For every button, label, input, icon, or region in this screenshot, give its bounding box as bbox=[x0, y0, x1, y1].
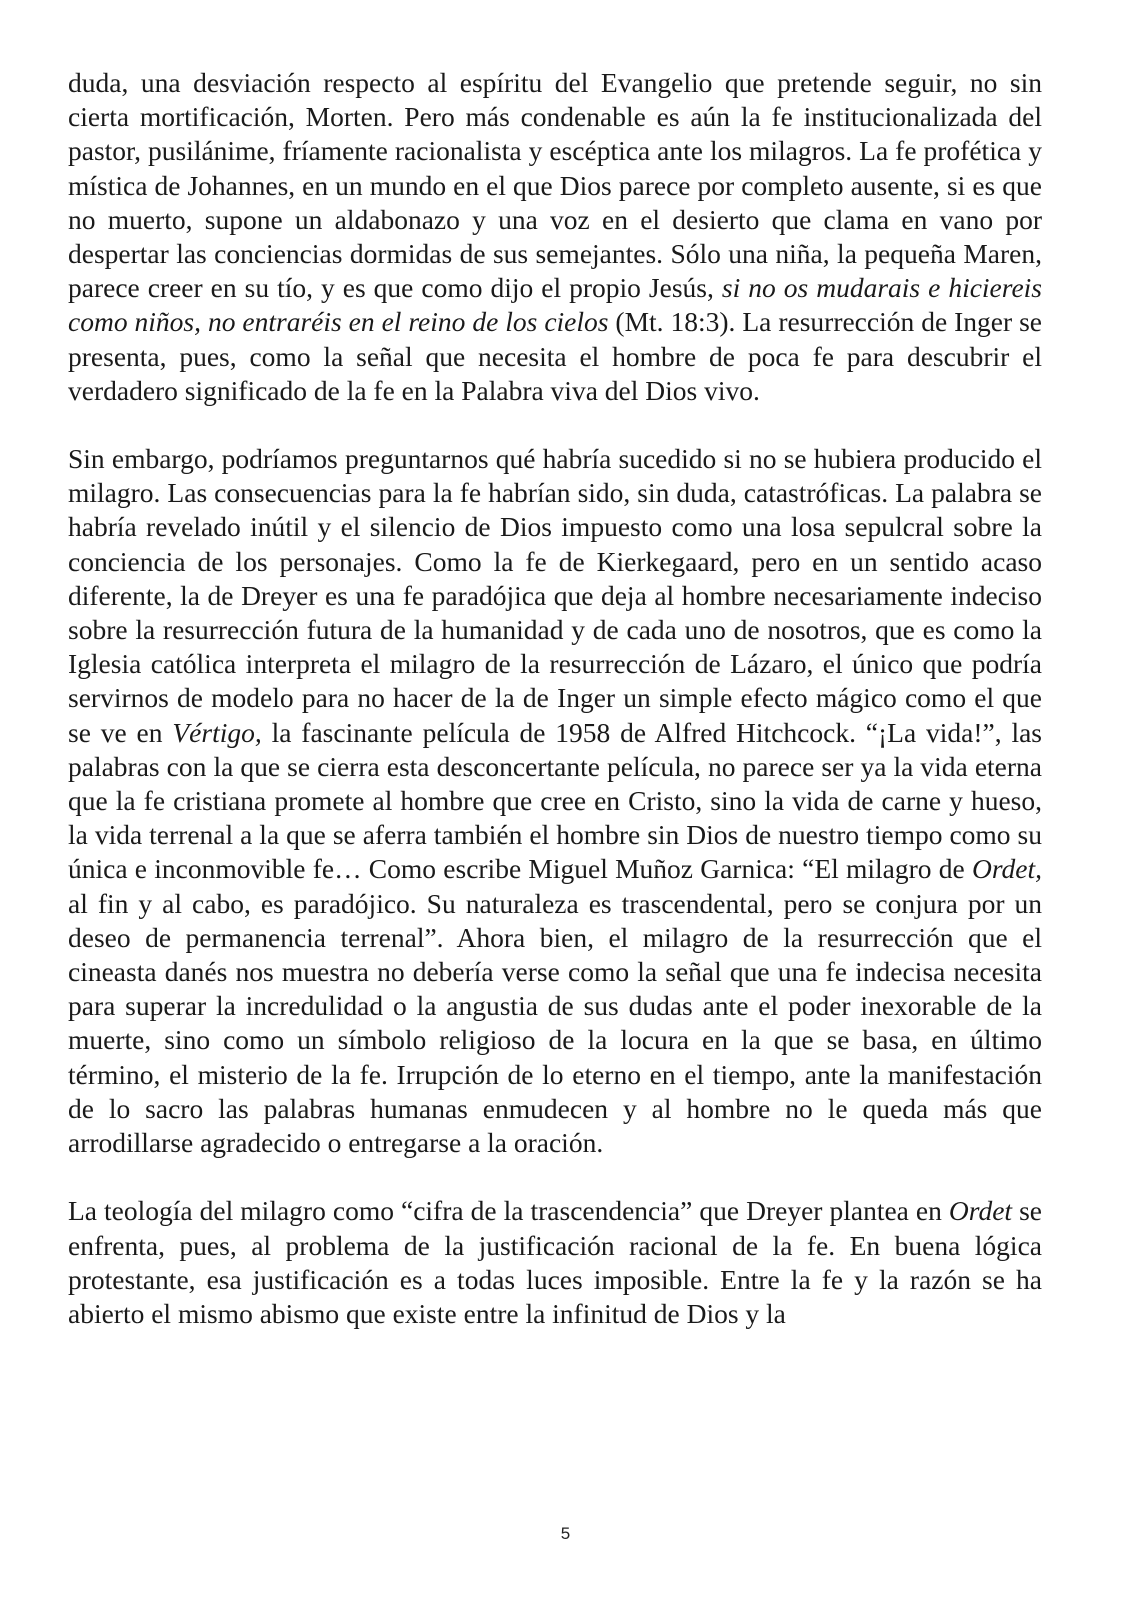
text-segment: se enfrenta, pues, al problema de la justificación racional de la fe. En buena lógica protestante, esa justificación es a todas luces imposible. Entre la fe y la razón se ha abierto el mismo abismo que existe entre la infinitud de Dios y la bbox=[68, 1195, 1042, 1329]
paragraph bbox=[68, 442, 1042, 1160]
text-segment: (Mt. 18:3). La resurrección de Inger se presenta, pues, como la señal que necesita el hombre de poca fe para descubrir el verdadero significado de la fe en la Palabra viva del Dios vivo. bbox=[68, 306, 1042, 406]
film-title: Vértigo, bbox=[172, 716, 262, 748]
paragraph bbox=[68, 1194, 1042, 1331]
text-segment: la fascinante película de 1958 de Alfred Hitchcock. “¡La vida!”, las palabras con la que se cierra esta desconcertante película, no parece ser ya la vida eterna que la fe cristiana promete al hombre que cree en Cristo, sino la vida de carne y hueso, la vida terrenal a la que se aferra también el hombre sin Dios de nuestro tiempo como su única e inconmovible fe… Como escribe Miguel Muñoz Garnica: “El milagro de bbox=[68, 716, 1042, 885]
page-number: 5 bbox=[560, 1524, 571, 1543]
page-body bbox=[68, 66, 1042, 1331]
text-segment: Sin embargo, podríamos preguntarnos qué habría sucedido si no se hubiera producido el milagro. Las consecuencias para la fe habrían sido, sin duda, catastróficas. La palabra se habría revelado inútil y el silencio de Dios impuesto como una losa sepulcral sobre la conciencia de los personajes. Como la fe de Kierkegaard, pero en un sentido acaso diferente, la de Dreyer es una fe paradójica que deja al hombre necesariamente indeciso sobre la resurrección futura de la humanidad y de cada uno de nosotros, que es como la Iglesia católica interpreta el milagro de la resurrección de Lázaro, el único que podría servirnos de modelo para no hacer de la de Inger un simple efecto mágico como el que se ve en bbox=[68, 443, 1042, 748]
text-segment: La teología del milagro como “cifra de la trascendencia” que Dreyer plantea en bbox=[68, 1195, 949, 1227]
paragraph bbox=[68, 66, 1042, 408]
italic-quote: si no os mudarais e hiciereis como niños, no entraréis en el reino de los cielos bbox=[68, 272, 1042, 338]
text-segment: al fin y al cabo, es paradójico. Su naturaleza es trascendental, pero se conjura por un deseo de permanencia terrenal”. Ahora bien, el milagro de la resurrección que el cineasta danés nos muestra no debería verse como la señal que una fe indecisa necesita para superar la incredulidad o la angustia de sus dudas ante el poder inexorable de la muerte, sino como un símbolo religioso de la locura en la que se basa, en último término, el misterio de la fe. Irrupción de lo eterno en el tiempo, ante la manifestación de lo sacro las palabras humanas enmudecen y al hombre no le queda más que arrodillarse agradecido o entregarse a la oración. bbox=[68, 887, 1042, 1159]
text-segment: duda, una desviación respecto al espíritu del Evangelio que pretende seguir, no sin cierta mortificación, Morten. Pero más condenable es aún la fe institucionalizada del pastor, pusilánime, fríamente racionalista y escéptica ante los milagros. La fe profética y mística de Johannes, en un mundo en el que Dios parece por completo ausente, si es que no muerto, supone un aldabonazo y una voz en el desierto que clama en vano por despertar las conciencias dormidas de sus semejantes. Sólo una niña, la pequeña Maren, parece creer en su tío, y es que como dijo el propio Jesús, bbox=[68, 67, 1042, 304]
film-title: Ordet, bbox=[971, 853, 1042, 885]
film-title: Ordet bbox=[948, 1195, 1013, 1227]
